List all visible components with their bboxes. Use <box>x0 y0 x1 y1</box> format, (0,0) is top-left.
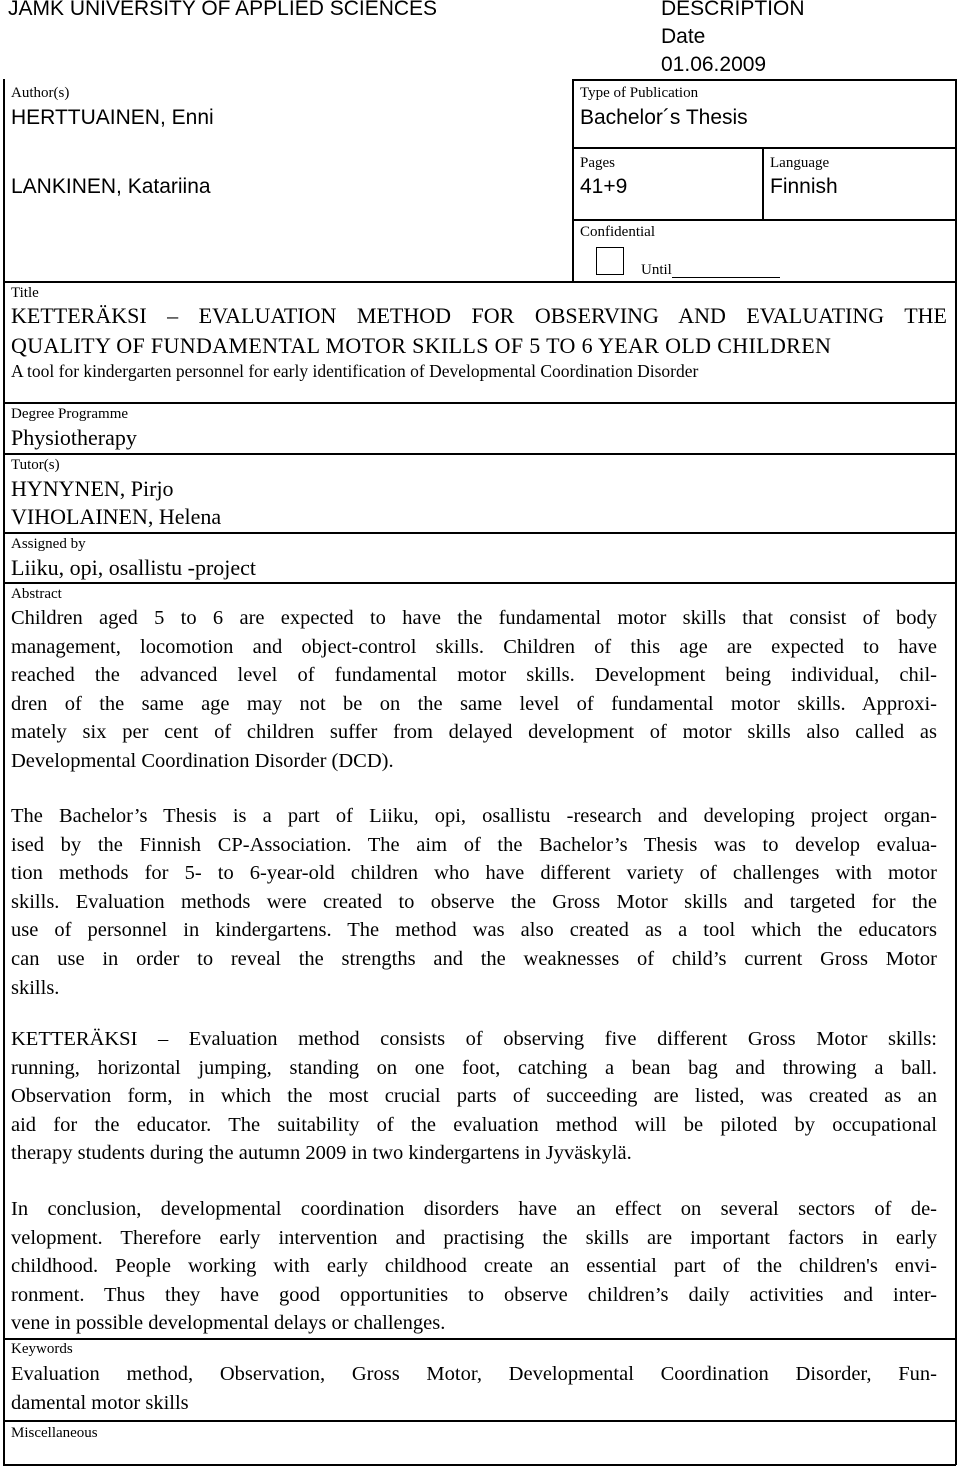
keywords-label: Keywords <box>11 1341 73 1357</box>
abstract-line: Observation form, in which the most crucial parts of succeeding are listed, was created as an <box>11 1085 937 1108</box>
top-right-divider <box>572 79 956 81</box>
language-value: Finnish <box>770 175 838 198</box>
abstract-line: Children aged 5 to 6 are expected to have the fundamental motor skills that consist of body <box>11 607 937 629</box>
tutors-label: Tutor(s) <box>11 457 60 473</box>
abstract-row-divider <box>3 582 956 584</box>
abstract-line: can use in order to reveal the strengths and the weaknesses of child’s current Gross Motor <box>11 947 937 970</box>
keywords-line: damental motor skills <box>11 1391 189 1414</box>
language-divider <box>762 147 764 220</box>
document-type: DESCRIPTION <box>661 0 805 20</box>
thesis-title-line: QUALITY OF FUNDAMENTAL MOTOR SKILLS OF 5 TO 6 YEAR OLD CHILDREN <box>11 333 832 358</box>
pages-label: Pages <box>580 155 615 171</box>
abstract-line: reached the advanced level of fundamental motor skills. Development being individual, chil- <box>11 664 937 687</box>
abstract-line: ised by the Finnish CP-Association. The aim of the Bachelor’s Thesis was to develop evalua- <box>11 833 937 856</box>
abstract-paragraph <box>11 1025 937 1168</box>
abstract-line: The Bachelor’s Thesis is a part of Liiku, opi, osallistu -research and developing project organ- <box>11 805 937 827</box>
abstract-paragraph <box>11 1195 937 1338</box>
assigned-value: Liiku, opi, osallistu -project <box>11 555 257 580</box>
keywords-list <box>11 1360 937 1417</box>
author-name: HERTTUAINEN, Enni <box>11 106 214 129</box>
column-divider <box>572 79 574 282</box>
keywords-line: Evaluation method, Observation, Gross Motor, Developmental Coordination Disorder, Fun- <box>11 1363 937 1385</box>
degree-row-divider <box>3 402 956 404</box>
abstract-line: skills. Evaluation methods were created to observe the Gross Motor skills and targeted for the <box>11 890 937 913</box>
university-name: JAMK UNIVERSITY OF APPLIED SCIENCES <box>8 0 438 20</box>
pages-value: 41+9 <box>580 175 628 198</box>
until-label: Until <box>641 262 672 278</box>
abstract-line: ronment. Thus they have good opportunities to observe children’s daily activities and inter- <box>11 1283 937 1306</box>
pages-row-divider <box>572 147 956 149</box>
abstract-line: aid for the educator. The suitability of the evaluation method will be piloted by occupational <box>11 1113 937 1136</box>
abstract-line: tion methods for 5- to 6-year-old children who have different variety of challenges with motor <box>11 862 937 885</box>
abstract-line: vene in possible developmental delays or challenges. <box>11 1312 446 1335</box>
confidential-label: Confidential <box>580 224 655 240</box>
thesis-title-line: KETTERÄKSI – EVALUATION METHOD FOR OBSERVING AND EVALUATING THE <box>11 303 947 328</box>
date-value: 01.06.2009 <box>661 53 767 76</box>
publication-type-label: Type of Publication <box>580 85 699 101</box>
tutor-name: VIHOLAINEN, Helena <box>11 504 222 529</box>
publication-type-value: Bachelor´s Thesis <box>580 106 748 129</box>
assigned-label: Assigned by <box>11 536 86 552</box>
until-date-line <box>672 277 780 278</box>
abstract-line: management, locomotion and object-control skills. Children of this age are expected to have <box>11 635 937 658</box>
confidential-checkbox[interactable] <box>596 247 624 275</box>
author-name: LANKINEN, Katariina <box>11 175 211 198</box>
language-label: Language <box>770 155 830 171</box>
abstract-label: Abstract <box>11 586 62 602</box>
keywords-row-divider <box>3 1338 956 1340</box>
abstract-line: In conclusion, developmental coordination disorders have an effect on several sectors of de- <box>11 1198 937 1220</box>
abstract-paragraph <box>11 604 937 776</box>
abstract-line: dren of the same age may not be on the same level of fundamental motor skills. Approxi- <box>11 692 937 715</box>
assigned-row-divider <box>3 532 956 534</box>
abstract-line: childhood. People working with early childhood create an essential part of the children's envi- <box>11 1255 937 1278</box>
date-label: Date <box>661 25 706 48</box>
abstract-line: velopment. Therefore early intervention and practising the skills are important factors in early <box>11 1226 937 1249</box>
thesis-subtitle: A tool for kindergarten personnel for early identification of Developmental Coordination Disorder <box>11 361 699 381</box>
misc-row-divider <box>3 1420 956 1422</box>
abstract-line: skills. <box>11 976 60 999</box>
abstract-line: Developmental Coordination Disorder (DCD). <box>11 749 394 772</box>
confidential-row-divider <box>572 219 956 221</box>
abstract-line: KETTERÄKSI – Evaluation method consists of observing five different Gross Motor skills: <box>11 1028 937 1050</box>
outer-border-right <box>955 79 957 1465</box>
tutor-row-divider <box>3 453 956 455</box>
degree-value: Physiotherapy <box>11 425 137 450</box>
outer-border-left <box>3 79 5 1465</box>
degree-label: Degree Programme <box>11 406 129 422</box>
abstract-line: mately six per cent of children suffer from delayed development of motor skills also called as <box>11 721 937 744</box>
abstract-line: therapy students during the autumn 2009 in two kindergartens in Jyväskylä. <box>11 1142 632 1165</box>
miscellaneous-label: Miscellaneous <box>11 1425 98 1441</box>
tutor-name: HYNYNEN, Pirjo <box>11 476 174 501</box>
abstract-line: running, horizontal jumping, standing on one foot, catching a bean bag and throwing a ball. <box>11 1056 937 1079</box>
title-row-divider <box>3 281 956 283</box>
authors-label: Author(s) <box>11 85 70 101</box>
abstract-line: use of personnel in kindergartens. The method was also created as a tool which the educators <box>11 919 937 942</box>
title-label: Title <box>11 285 39 301</box>
abstract-paragraph <box>11 802 937 1002</box>
outer-border-bottom <box>3 1464 956 1466</box>
